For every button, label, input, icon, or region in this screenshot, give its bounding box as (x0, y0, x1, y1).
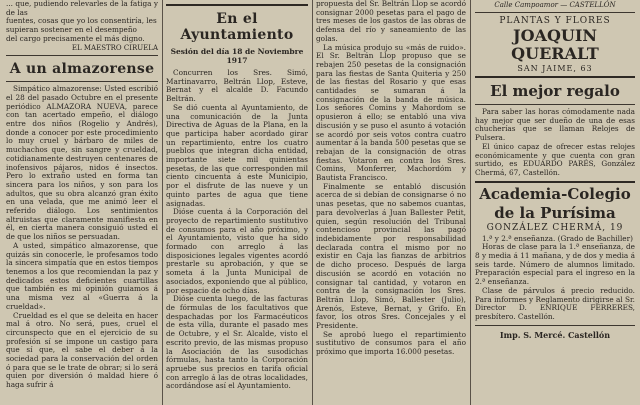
ad-school-address: GONZÁLEZ CHERMÁ, 19 (486, 222, 624, 233)
divider (475, 325, 635, 326)
divider (475, 181, 635, 183)
intro-line: ... que, pudiendo relevarles de la fatiga y de las (6, 0, 158, 17)
column-1 (0, 0, 162, 405)
article-title: A un almazorense (9, 61, 155, 78)
article-paragraph: Simpático almazorense: Usted escribió el 28 del pasado Octubre en el presente periódico ALMAZORA NUEVA, parece con tan acertado empeño, el diálogo entre dos niños (Rogelio y Andrés), donde a conocer por este procedimiento lo muy cruel y bárbaro de miles de muchachos que, sin sangre y crueldad, cotidianamente destruyen centenares de inofensivos pájaros, nidos é insectos. Pero lo extraño usted en forma tan sincera para los niños, y son para los adultos, que su obra alcanzó gran éxito en una velada, que me animó leer el referido diálogo. Los sentimientos altruistas que claramente manifiesta en él, en cierta manera consiguió usted el de que los niños se persuadan. (6, 84, 158, 242)
intro-line: fuentes, cosas que yo los consentiría, les (6, 16, 157, 26)
printer-credit: Imp. S. Mercé. Castellón (499, 329, 611, 340)
divider (166, 4, 308, 6)
article-paragraph: Dióse cuenta á la Corporación del proyecto de repartimiento sustitutivo de consumos para el año próximo, y el Ayuntamiento, visto que ha sido formado con arreglo á las disposiciones legales vigentes acordó prestarle su aprobación, y que se someta á la Junta Municipal de asociados, exponiendo que al público, por espacio de ocho días. (166, 207, 308, 295)
intro-signature: EL MAESTRO CIRUELA (71, 43, 158, 52)
column-3 (312, 0, 470, 405)
article-paragraph: A usted, simpático almazorense, que quizás sin conocerle, le profesamos todo la sincera simpatía que en estos tiempos tenemos a los que recomiendan la paz y dedicados estos deficientes cuartillas que también es mi opinión guiamos á una misma vez al «Guerra á la crueldad». (6, 240, 158, 311)
divider (6, 55, 158, 56)
article-paragraph: Concurren los Sres. Simó, Martinavarro, Beltrán Llop, Esteve, Bernat y el alcalde D. Facundo Beltrán. (166, 68, 308, 104)
ad-title: El mejor regalo (490, 82, 620, 100)
ad-address: Calle Campoamor — CASTELLÓN (494, 1, 616, 9)
ad-text: Para saber las horas cómodamente nada hay mejor que ser dueño de una de esas chucherías que se llaman Relojes de Pulsera. (475, 107, 635, 143)
ad-text: El único capaz de ofrecer estas relojes económicamente y que cuenta con gran surtido, es EDUARDO PARÉS, González Chermá, 67, Castellón. (475, 141, 635, 177)
ad-business-name: JOAQUIN QUERALT (511, 26, 599, 63)
divider (6, 81, 158, 82)
divider (475, 76, 635, 78)
article-paragraph: Crueldad es el que se deleita en hacer mal á otro. No será, pues, cruel el circunspecto que en el ejercicio de su profesión sí se impone un castigo para que sí que, el sabe el deber á la sociedad para la conservación del orden ó para que se le trate de obrar; si lo será quien por diversión ó maldad hiere ó haga sufrir á (6, 310, 158, 390)
ad-school-title: de la Purísima (494, 203, 616, 222)
ad-text: Horas de clase para la 1.ª enseñanza, de 8 y media á 11 mañana, y de dos y media á seis tarde. Número de alumnos limitado. Preparación especial para el ingreso en la 2.ª enseñanza. (475, 242, 635, 287)
article-paragraph: Dióse cuenta luego, de las facturas de fórmulas de los facultativos que despachadas por los Farmacéuticos de esta villa, durante el pasado mes de Octubre, y el Sr. Alcalde, visto el escrito previo, de las mismas propuso la Asociación de las susodichas fórmulas, hasta tanto la Corporación apruebe sus precios en tarifa oficial con arreglo á las de otras localidades, acordándose así el Ayuntamiento. (166, 294, 308, 391)
ad-address: SAN JAIME, 63 (517, 64, 593, 73)
column-2 (162, 0, 312, 405)
article-paragraph: Finalmente se entabló discusión acerca de si debían de consignarse ó no unas pesetas, que no sabemos cuantas, para devolverlas á Juan Ballester Petit, quien, según resolución del Tribunal contencioso provincial las pagó indebidamente por responsabilidad declarada contra el mismo por no existir en Caja las fianzas de arbitrios de dicho proceso. Después de larga discusión se acordó en votación no consignar tal cantidad, y votaron en contra de la consignación los Sres. Beltrán Llop, Simó, Ballester (Julio), Arenós, Esteve, Bernat, y Grifo. En favor, los otros Sres. Concejales y el Presidente. (316, 181, 466, 331)
article-paragraph: La música produjo su «más de ruido». El Sr. Beltrán Llop propuso que se rebajen 250 pesetas de la consignación para las fiestas de Santa Quiteria y 250 de las fiestas del Rosario y que esas cantidades se sumaran á la consignación de la banda de música. Los señores Comins y Mahordom se opusieron á ello; se entabló una viva discusión y se puso el asunto á votación se acordó por seis votos contra cuatro aumentar á la banda 500 pesetas que se rebajan de la consignación de otras fiestas. Votaron en contra los Sres. Comins, Monferrer, Machordóm y Bautista Francisco. (316, 42, 466, 183)
article-paragraph: Se aprobó luego el repartimiento sustitutivo de consumos para el año próximo que importa 16.000 pesetas. (316, 329, 466, 357)
ad-text: Clase de párvulos á precio reducido. Para informes y Reglamento dirigirse al Sr. Director D. ENRIQUE FERRERES, presbítero. Castellón. (475, 285, 635, 321)
divider (475, 104, 635, 105)
ad-text: 1.ª y 2.ª enseñanza. (Grado de Bachiller) (482, 233, 633, 243)
divider (475, 12, 635, 13)
ad-school-title: Academia-Colegio (479, 184, 631, 203)
intro-line: supieran sostener en el desempeño (6, 25, 137, 35)
article-paragraph: propuesta del Sr. Beltrán Llop se acordó consignar 2000 pesetas para el pago de tres meses de los gastos de las obras de defensa del río y saneamiento de las golas. (316, 0, 466, 43)
ad-heading: PLANTAS Y FLORES (499, 16, 611, 26)
column-4-ads (470, 0, 640, 405)
intro-line: del cargo precisamente el más digno. (6, 33, 145, 43)
article-subhead: Sesión del día 18 de Noviembre 1917 (170, 47, 304, 65)
article-title: En el Ayuntamiento (180, 11, 294, 43)
article-paragraph: Se dió cuenta al Ayuntamiento, de una comunicación de la Junta Directiva de Aguas de la Plana, en la que participa haber acordado girar un repartimiento, entre los cuatro pueblos que integran dicha entidad, importante siete mil quinientas pesetas, de las que corresponden mil ciento cincuenta á este Municipio, por el disfrute de las nueve y un quinto partes de agua que tiene asignadas. (166, 102, 308, 208)
